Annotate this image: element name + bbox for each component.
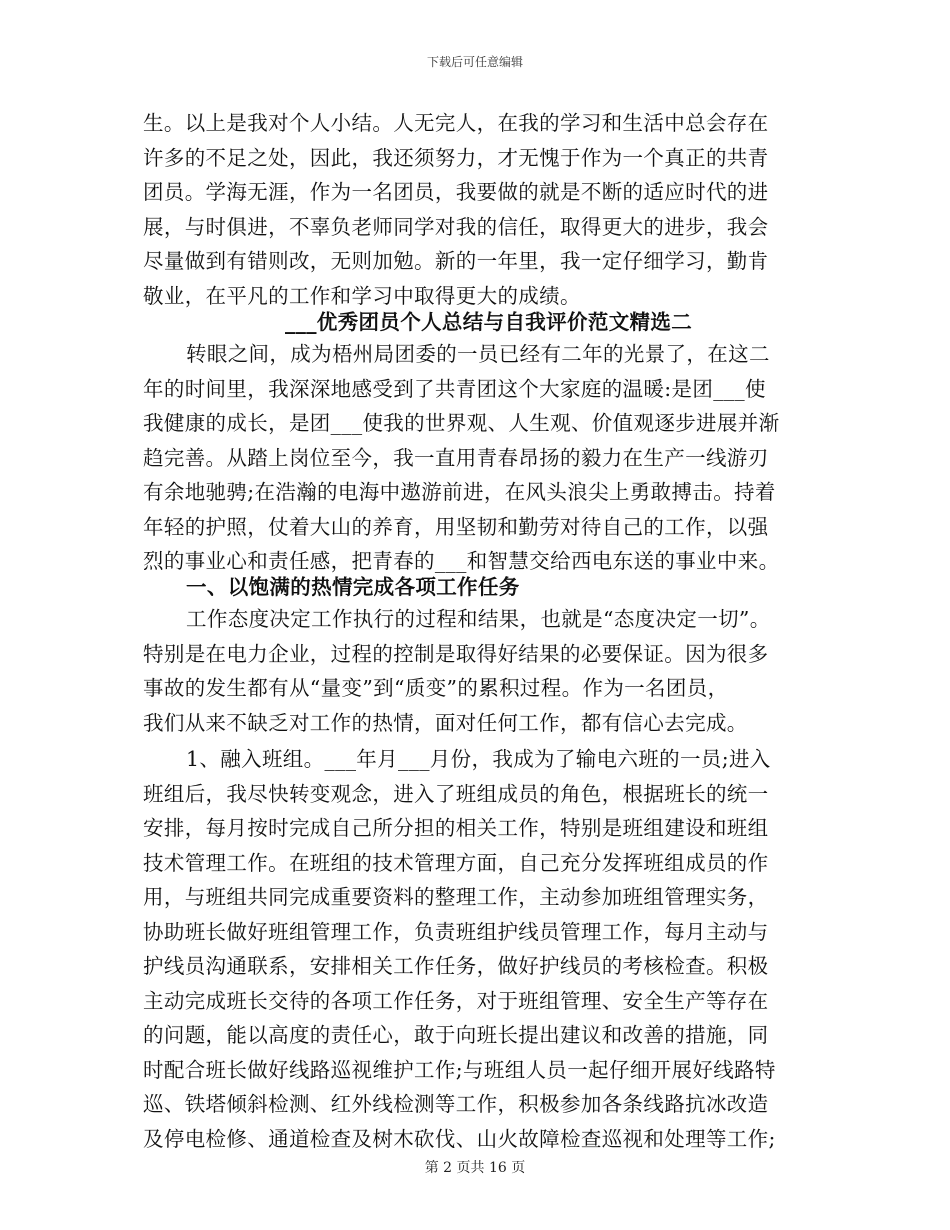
- body-line: 年轻的护照，仗着大山的养育，用坚韧和勤劳对待自己的工作，以强: [143, 514, 769, 539]
- body-line: 用，与班组共同完成重要资料的整理工作，主动参加班组管理实务，: [143, 885, 769, 909]
- body-line: 转眼之间，成为梧州局团委的一员已经有二年的光景了，在这二: [186, 342, 770, 366]
- body-line: 我健康的成长，是团___使我的世界观、人生观、价值观逐步进展并渐: [143, 411, 780, 435]
- body-line: 尽量做到有错则改，无则加勉。新的一年里，我一定仔细学习，勤肯: [143, 249, 769, 273]
- body-line: 技术管理工作。在班组的技术管理方面，自己充分发挥班组成员的作: [143, 850, 769, 875]
- body-line: 特别是在电力企业，过程的控制是取得好结果的必要保证。因为很多: [143, 641, 769, 666]
- body-line: 1、融入班组。___年月___月份，我成为了输电六班的一员;进入: [186, 747, 771, 771]
- body-line: 及停电检修、通道检查及树木砍伐、山火故障检查巡视和处理等工作;: [143, 1126, 776, 1151]
- body-line: 展，与时俱进，不辜负老师同学对我的信任，取得更大的进步，我会: [143, 214, 769, 239]
- body-line: 趋完善。从踏上岗位至今，我一直用青春昂扬的毅力在生产一线游刃: [143, 445, 769, 470]
- page-header: 下载后可任意编辑: [426, 55, 523, 69]
- subsection-heading: 一、以饱满的热情完成各项工作任务: [186, 575, 520, 599]
- body-line: 事故的发生都有从“量变”到“质变”的累积过程。作为一名团员，: [143, 676, 729, 700]
- body-line: 时配合班长做好线路巡视维护工作;与班组人员一起仔细开展好线路特: [143, 1057, 776, 1082]
- body-line: 协助班长做好班组管理工作，负责班组护线员管理工作，每月主动与: [143, 919, 769, 944]
- body-line: 生。以上是我对个人小结。人无完人，在我的学习和生活中总会存在: [143, 111, 769, 135]
- body-line: 团员。学海无涯，作为一名团员，我要做的就是不断的适应时代的进: [143, 180, 769, 204]
- page-footer: 第 2 页共 16 页: [424, 1160, 526, 1176]
- body-line: 年的时间里，我深深地感受到了共青团这个大家庭的温暖:是团___使: [143, 376, 766, 401]
- body-line: 安排，每月按时完成自己所分担的相关工作，特别是班组建设和班组: [143, 816, 769, 840]
- body-line: 工作态度决定工作执行的过程和结果，也就是“态度决定一切”。: [186, 607, 771, 631]
- body-line: 的问题，能以高度的责任心，敢于向班长提出建议和改善的措施，同: [143, 1023, 769, 1047]
- section-title: ___优秀团员个人总结与自我评价范文精选二: [285, 310, 693, 334]
- body-line: 敬业，在平凡的工作和学习中取得更大的成绩。: [143, 283, 581, 308]
- body-line: 我们从来不缺乏对工作的热情，面对任何工作，都有信心去完成。: [143, 710, 748, 735]
- body-line: 有余地驰骋;在浩瀚的电海中遨游前进，在风头浪尖上勇敢搏击。持着: [143, 480, 776, 504]
- body-line: 烈的事业心和责任感，把青春的___和智慧交给西电东送的事业中来。: [143, 549, 780, 573]
- body-line: 许多的不足之处，因此，我还须努力，才无愧于作为一个真正的共青: [143, 145, 769, 170]
- body-line: 班组后，我尽快转变观念，进入了班组成员的角色，根据班长的统一: [143, 781, 769, 806]
- body-line: 巡、铁塔倾斜检测、红外线检测等工作，积极参加各条线路抗冰改造: [143, 1092, 769, 1116]
- body-line: 护线员沟通联系，安排相关工作任务，做好护线员的考核检查。积极: [143, 954, 769, 978]
- body-line: 主动完成班长交待的各项工作任务，对于班组管理、安全生产等存在: [143, 988, 769, 1013]
